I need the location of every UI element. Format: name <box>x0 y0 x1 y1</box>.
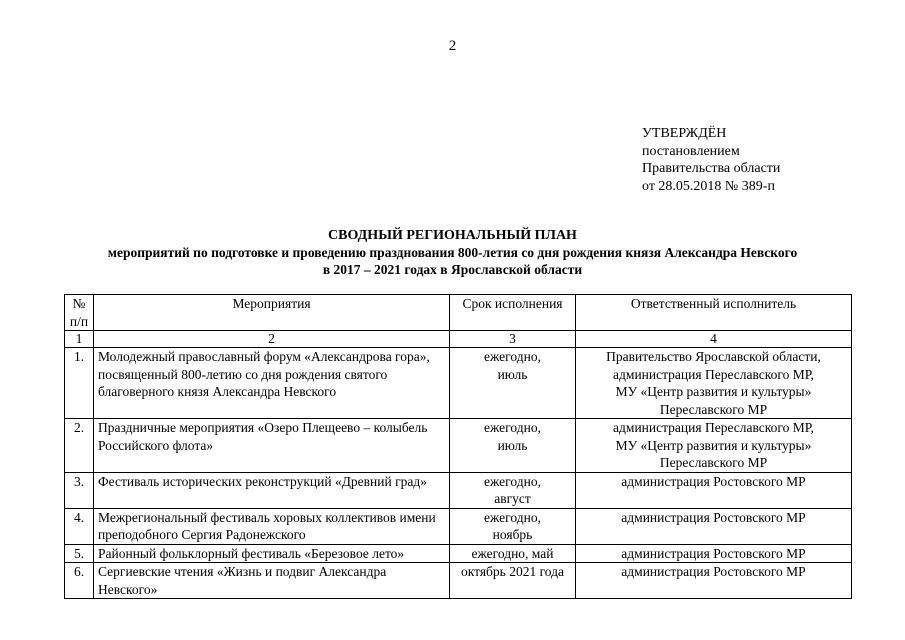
document-subtitle-line-1: мероприятий по подготовке и проведению празднования 800-летия со дня рождения князя Александра Невского <box>107 245 798 260</box>
document-title: СВОДНЫЙ РЕГИОНАЛЬНЫЙ ПЛАН <box>328 228 577 243</box>
table-row <box>65 508 852 544</box>
row-number: 4. <box>65 508 94 544</box>
row-responsible-line: администрация Переславского МР, <box>613 420 814 435</box>
row-responsible-line: администрация Ростовского МР <box>621 473 806 489</box>
row-number: 6. <box>65 563 94 599</box>
row-term-line: июль <box>497 366 528 382</box>
plan-table <box>64 294 852 599</box>
row-number: 2. <box>65 419 94 473</box>
header-event: Мероприятия <box>94 295 450 331</box>
table-row <box>65 348 852 419</box>
row-term <box>450 348 576 419</box>
row-responsible-line: администрация Ростовского МР <box>621 545 806 561</box>
approval-line-1: УТВЕРЖДЁН <box>642 126 727 141</box>
column-number: 4 <box>576 331 852 348</box>
table-row <box>65 472 852 508</box>
approval-line-4: от 28.05.2018 № 389-п <box>642 178 775 194</box>
column-number: 3 <box>450 331 576 348</box>
row-term-line: ежегодно, <box>484 349 541 364</box>
row-term-line: август <box>494 491 531 506</box>
row-number: 3. <box>65 472 94 508</box>
row-responsible-line: Правительство Ярославской области, <box>606 349 821 364</box>
row-term-line: ежегодно, май <box>471 545 554 561</box>
document-title-block <box>0 227 905 278</box>
row-event: Районный фольклорный фестиваль «Березовое лето» <box>94 544 450 563</box>
table-row <box>65 419 852 473</box>
row-responsible <box>576 348 852 419</box>
row-event: Межрегиональный фестиваль хоровых коллективов имени преподобного Сергия Радонежского <box>94 508 450 544</box>
row-term-line: октябрь 2021 года <box>460 564 564 579</box>
table-header-row <box>65 295 852 331</box>
row-responsible-line: администрация Ростовского МР <box>621 509 806 525</box>
header-num <box>65 295 94 331</box>
row-responsible-line: Переславского МР <box>659 455 768 470</box>
row-responsible-line: МУ «Центр развития и культуры» <box>615 384 812 399</box>
row-event: Праздничные мероприятия «Озеро Плещеево – колыбель Российского флота» <box>94 419 450 473</box>
row-responsible <box>576 419 852 473</box>
approval-line-2: постановлением <box>642 143 740 159</box>
row-term <box>450 544 576 563</box>
column-number: 2 <box>94 331 450 348</box>
header-responsible: Ответственный исполнитель <box>576 295 852 331</box>
header-term: Срок исполнения <box>450 295 576 331</box>
row-term-line: ноябрь <box>492 527 533 542</box>
column-number: 1 <box>65 331 94 348</box>
approval-stamp <box>642 125 780 195</box>
row-term-line: ежегодно, <box>484 420 541 435</box>
row-term <box>450 472 576 508</box>
row-term-line: июль <box>497 437 528 453</box>
row-responsible-line: администрация Ростовского МР <box>621 564 806 579</box>
row-term-line: ежегодно, <box>484 509 541 525</box>
row-number: 5. <box>65 544 94 563</box>
row-responsible <box>576 563 852 599</box>
page-number: 2 <box>448 38 457 54</box>
row-term <box>450 419 576 473</box>
approval-line-3: Правительства области <box>642 161 781 176</box>
row-event: Сергиевские чтения «Жизнь и подвиг Александра Невского» <box>94 563 450 599</box>
row-responsible <box>576 472 852 508</box>
row-responsible <box>576 544 852 563</box>
column-number-row <box>65 331 852 348</box>
row-term <box>450 563 576 599</box>
table-row <box>65 563 852 599</box>
table-row <box>65 544 852 563</box>
row-event: Молодежный православный форум «Александрова гора», посвященный 800-летию со дня рождения святого благоверного князя Александра Невского <box>94 348 450 419</box>
row-term-line: ежегодно, <box>484 473 541 489</box>
document-subtitle-line-2: в 2017 – 2021 годах в Ярославской области <box>322 262 583 277</box>
row-responsible-line: МУ «Центр развития и культуры» <box>615 437 812 453</box>
header-num-line-2: п/п <box>69 313 89 329</box>
row-responsible <box>576 508 852 544</box>
row-event: Фестиваль исторических реконструкций «Древний град» <box>94 472 450 508</box>
row-responsible-line: администрация Переславского МР, <box>613 366 814 382</box>
row-number: 1. <box>65 348 94 419</box>
row-term <box>450 508 576 544</box>
header-num-line-1: № <box>72 296 86 311</box>
row-responsible-line: Переславского МР <box>659 401 768 417</box>
